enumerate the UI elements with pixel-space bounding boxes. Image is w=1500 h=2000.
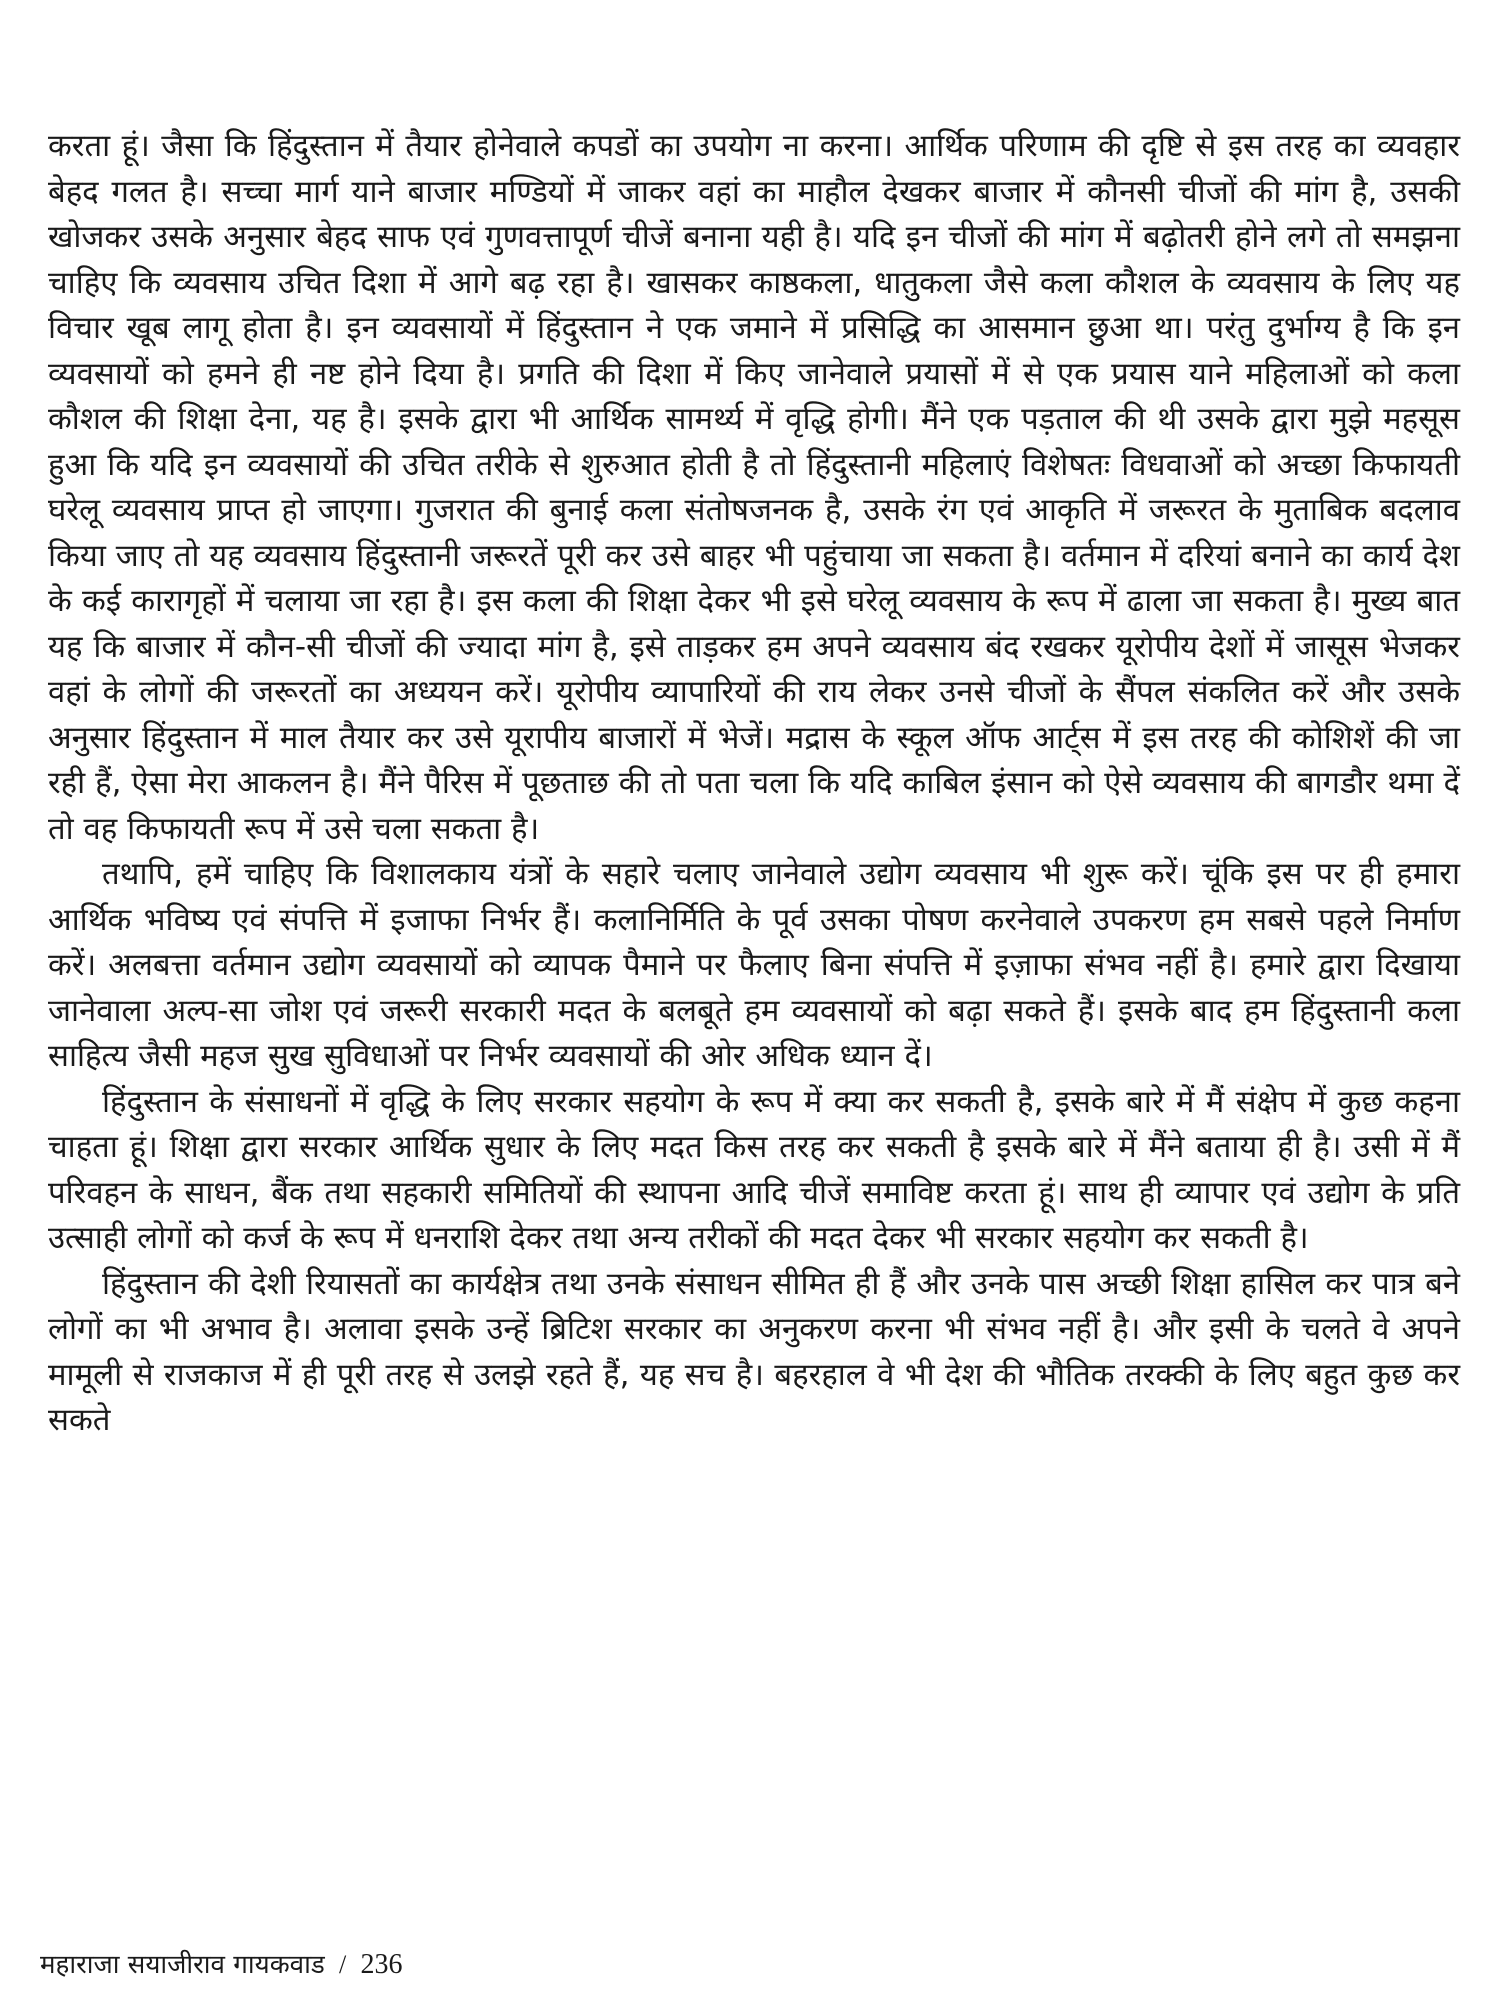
paragraph-1: करता हूं। जैसा कि हिंदुस्तान में तैयार होनेवाले कपडों का उपयोग ना करना। आर्थिक परिणाम की दृष्टि से इस तरह का व्यवहार बेहद गलत है। सच्चा मार्ग याने बाजार मण्डियों में जाकर वहां का माहौल देखकर बाजार में कौनसी चीजों की मांग है, उसकी खोजकर उसके अनुसार बेहद साफ एवं गुणवत्तापूर्ण चीजें बनाना यही है। यदि इन चीजों की मांग में बढ़ोतरी होने लगे तो समझना चाहिए कि व्यवसाय उचित दिशा में आगे बढ़ रहा है। खासकर काष्ठकला, धातुकला जैसे कला कौशल के व्यवसाय के लिए यह विचार खूब लागू होता है। इन व्यवसायों में हिंदुस्तान ने एक जमाने में प्रसिद्धि का आसमान छुआ था। परंतु दुर्भाग्य है कि इन व्यवसायों को हमने ही नष्ट होने दिया है। प्रगति की दिशा में किए जानेवाले प्रयासों में से एक प्रयास याने महिलाओं को कला कौशल की शिक्षा देना, यह है। इसके द्वारा भी आर्थिक सामर्थ्य में वृद्धि होगी। मैंने एक पड़ताल की थी उसके द्वारा मुझे महसूस हुआ कि यदि इन व्यवसायों की उचित तरीके से शुरुआत होती है तो हिंदुस्तानी महिलाएं विशेषतः विधवाओं को अच्छा किफायती घरेलू व्यवसाय प्राप्त हो जाएगा। गुजरात की बुनाई कला संतोषजनक है, उसके रंग एवं आकृति में जरूरत के मुताबिक बदलाव किया जाए तो यह व्यवसाय हिंदुस्तानी जरूरतें पूरी कर उसे बाहर भी पहुंचाया जा सकता है। वर्तमान में दरियां बनाने का कार्य देश के कई कारागृहों में चलाया जा रहा है। इस कला की शिक्षा देकर भी इसे घरेलू व्यवसाय के रूप में ढाला जा सकता है। मुख्य बात यह कि बाजार में कौन-सी चीजों की ज्यादा मांग है, इसे ताड़कर हम अपने व्यवसाय बंद रखकर यूरोपीय देशों में जासूस भेजकर वहां के लोगों की जरूरतों का अध्ययन करें। यूरोपीय व्यापारियों की राय लेकर उनसे चीजों के सैंपल संकलित करें और उसके अनुसार हिंदुस्तान में माल तैयार कर उसे यूरापीय बाजारों में भेजें। मद्रास के स्कूल ऑफ आर्ट्स में इस तरह की कोशिशें की जा रही हैं, ऐसा मेरा आकलन है। मैंने पैरिस में पूछताछ की तो पता चला कि यदि काबिल इंसान को ऐसे व्यवसाय की बागडौर थमा दें तो वह किफायती रूप में उसे चला सकता है। (48, 128, 1460, 847)
page-body (48, 124, 1460, 1444)
paragraph-4: हिंदुस्तान की देशी रियासतों का कार्यक्षेत्र तथा उनके संसाधन सीमित ही हैं और उनके पास अच्छी शिक्षा हासिल कर पात्र बने लोगों का भी अभाव है। अलावा इसके उन्हें ब्रिटिश सरकार का अनुकरण करना भी संभव नहीं है। और इसी के चलते वे अपने मामूली से राजकाज में ही पूरी तरह से उलझे रहते हैं, यह सच है। बहरहाल वे भी देश की भौतिक तरक्की के लिए बहुत कुछ कर सकते (48, 1265, 1460, 1438)
footer-separator: / (339, 1950, 347, 1979)
paragraph-3: हिंदुस्तान के संसाधनों में वृद्धि के लिए सरकार सहयोग के रूप में क्या कर सकती है, इसके बारे में मैं संक्षेप में कुछ कहना चाहता हूं। शिक्षा द्वारा सरकार आर्थिक सुधार के लिए मदत किस तरह कर सकती है इसके बारे में मैंने बताया ही है। उसी में मैं परिवहन के साधन, बैंक तथा सहकारी समितियों की स्थापना आदि चीजें समाविष्ट करता हूं। साथ ही व्यापार एवं उद्योग के प्रति उत्साही लोगों को कर्ज के रूप में धनराशि देकर तथा अन्य तरीकों की मदत देकर भी सरकार सहयोग कर सकती है। (48, 1083, 1460, 1256)
book-title: महाराजा सयाजीराव गायकवाड (40, 1950, 325, 1980)
page-footer (40, 1948, 403, 1982)
paragraph-2: तथापि, हमें चाहिए कि विशालकाय यंत्रों के सहारे चलाए जानेवाले उद्योग व्यवसाय भी शुरू करें। चूंकि इस पर ही हमारा आर्थिक भविष्य एवं संपत्ति में इजाफा निर्भर हैं। कलानिर्मिति के पूर्व उसका पोषण करनेवाले उपकरण हम सबसे पहले निर्माण करें। अलबत्ता वर्तमान उद्योग व्यवसायों को व्यापक पैमाने पर फैलाए बिना संपत्ति में इज़ाफा संभव नहीं है। हमारे द्वारा दिखाया जानेवाला अल्प-सा जोश एवं जरूरी सरकारी मदत के बलबूते हम व्यवसायों को बढ़ा सकते हैं। इसके बाद हम हिंदुस्तानी कला साहित्य जैसी महज सुख सुविधाओं पर निर्भर व्यवसायों की ओर अधिक ध्यान दें। (48, 856, 1460, 1074)
page-number: 236 (360, 1949, 403, 1980)
